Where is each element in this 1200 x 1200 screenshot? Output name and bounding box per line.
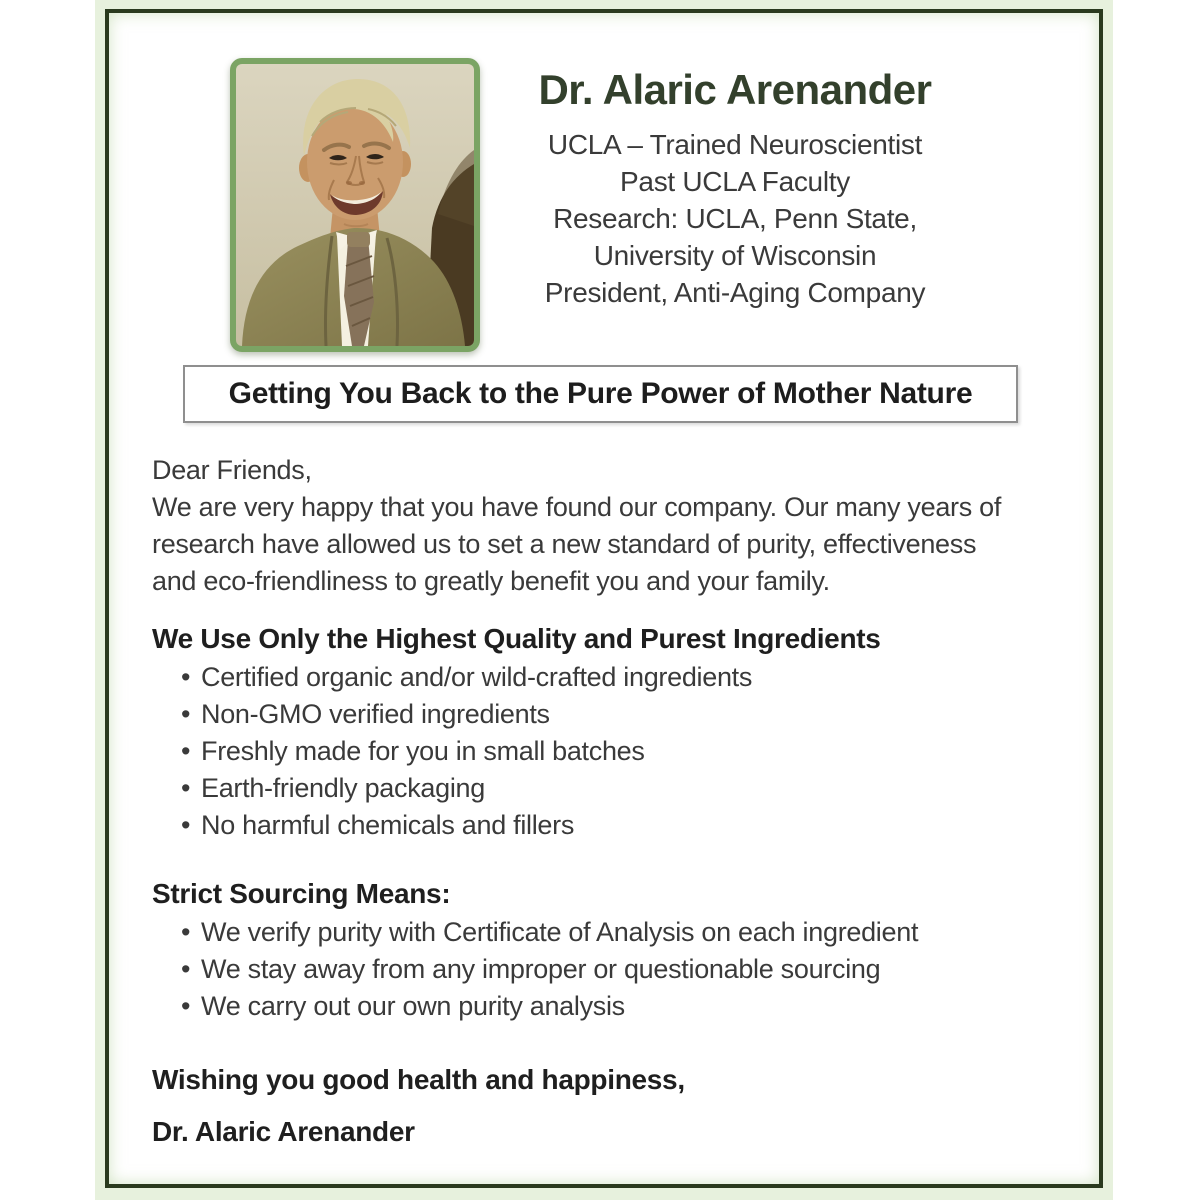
- bullet-item: • No harmful chemicals and fillers: [152, 807, 1102, 844]
- section-heading-quality: We Use Only the Highest Quality and Purest Ingredients: [152, 623, 881, 654]
- intro-line-2: research have allowed us to set a new standard of purity, effectiveness: [152, 529, 977, 559]
- tagline-box: [183, 365, 1018, 423]
- salutation: Dear Friends,: [152, 455, 312, 485]
- intro-line-1: We are very happy that you have found our company. Our many years of: [152, 492, 1002, 522]
- letter-body: [152, 452, 1102, 1150]
- bullet-item: • We stay away from any improper or questionable sourcing: [152, 951, 1102, 988]
- bullet-item: • We verify purity with Certificate of Analysis on each ingredient: [152, 914, 1102, 951]
- credential-line-1: UCLA – Trained Neuroscientist: [547, 129, 923, 160]
- sourcing-bullet-list: [152, 914, 1102, 1025]
- portrait-illustration: [236, 64, 474, 346]
- bullet-item: • Earth-friendly packaging: [152, 770, 1102, 807]
- bullet-item: • Freshly made for you in small batches: [152, 733, 1102, 770]
- quality-bullet-list: [152, 659, 1102, 844]
- credential-line-5: President, Anti-Aging Company: [544, 277, 926, 308]
- closing-line: Wishing you good health and happiness,: [152, 1064, 685, 1095]
- tagline-text: Getting You Back to the Pure Power of Mother Nature: [228, 377, 973, 410]
- section-heading-sourcing: Strict Sourcing Means:: [152, 878, 451, 909]
- credential-line-4: University of Wisconsin: [593, 240, 877, 271]
- intro-line-3: and eco-friendliness to greatly benefit you and your family.: [152, 566, 830, 596]
- flyer: [95, 0, 1113, 1200]
- header-block: [440, 64, 1030, 311]
- bullet-item: • We carry out our own purity analysis: [152, 988, 1102, 1025]
- signature-line: Dr. Alaric Arenander: [152, 1116, 415, 1147]
- credential-line-2: Past UCLA Faculty: [620, 166, 850, 197]
- doctor-name-title: Dr. Alaric Arenander: [538, 66, 932, 113]
- bullet-item: • Certified organic and/or wild-crafted ingredients: [152, 659, 1102, 696]
- bullet-item: • Non-GMO verified ingredients: [152, 696, 1102, 733]
- credential-line-3: Research: UCLA, Penn State,: [553, 203, 917, 234]
